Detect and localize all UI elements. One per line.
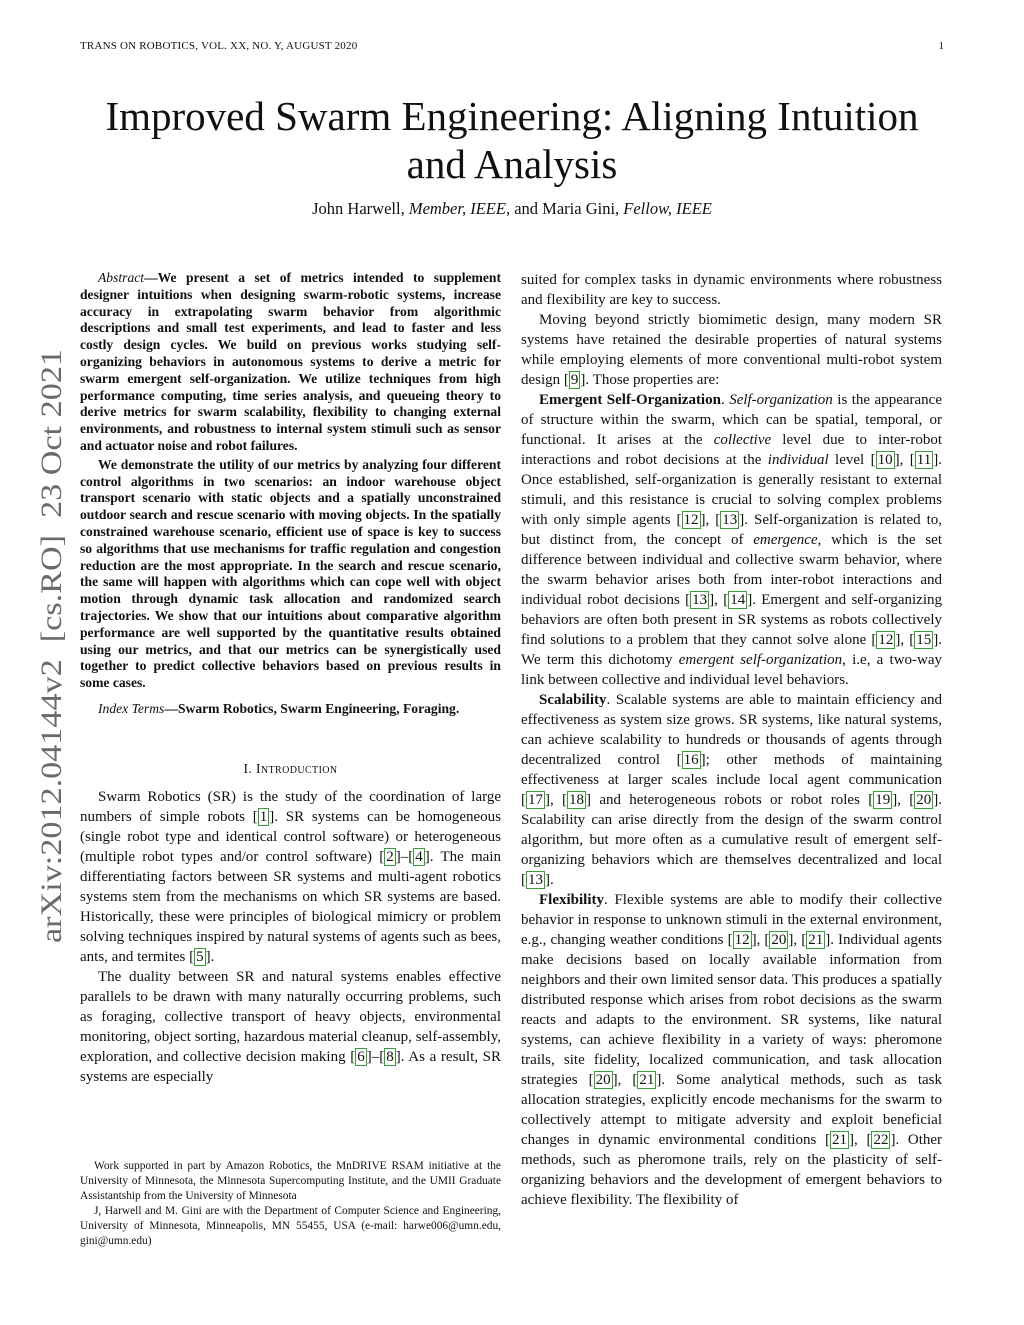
- page-number: 1: [938, 40, 944, 52]
- citation-link[interactable]: 19: [875, 792, 891, 808]
- citation-link[interactable]: 12: [734, 932, 750, 948]
- right-paragraph-continuation: suited for complex tasks in dynamic environments where robustness and flexibility are key to success.: [521, 272, 942, 308]
- run-in-heading: Emergent Self-Organization: [539, 392, 721, 408]
- footnotes: [80, 1159, 501, 1249]
- abstract: [80, 270, 501, 692]
- paper-title: [60, 92, 964, 188]
- intro-paragraph-2: The duality between SR and natural systems enables effective parallels to be drawn with many naturally occurring problems, such as foraging, collective transport of heavy objects, environmental monitoring, object sorting, hazardous material cleanup, self-assembly, exploration, and collective decision making [ 6 ]–[ 8 ]. As a result, SR systems are especially: [80, 968, 501, 1085]
- section-heading-introduction: I. Introduction: [243, 760, 338, 776]
- citation-link[interactable]: 13: [692, 592, 708, 608]
- right-column: [521, 270, 942, 1210]
- citation-link[interactable]: 9: [570, 372, 579, 388]
- citation-link[interactable]: 8: [386, 1048, 394, 1065]
- run-in-heading: Flexibility: [539, 892, 604, 908]
- citation-link[interactable]: 20: [916, 792, 932, 808]
- citation-link[interactable]: 12: [878, 632, 894, 648]
- paragraph-scalability: Scalability. Scalable systems are able to maintain efficiency and effectiveness as system size grows. SR systems, like natural systems, can achieve scalability to hundreds or thousands of agents through decentralized control [ 16 ]; other methods of maintaining effectiveness at larger scales include local agent communication [ 17 ], [ 18 ] and heterogeneous robots or robot roles [ 19 ], [ 20 ]. Scalability can arise directly from the design of the swarm control algorithm, but more often as a cumulative result of emergent self-organizing behaviors which are themselves decentralized and local [ 13 ].: [521, 692, 943, 888]
- running-head: TRANS ON ROBOTICS, VOL. XX, NO. Y, AUGUST 2020: [80, 40, 358, 52]
- footnote-funding: Work supported in part by Amazon Robotics, the MnDRIVE RSAM initiative at the University of Minnesota, the Minnesota Supercomputing Institute, and the UMII Graduate Assistantship from the University of Minnesota: [80, 1160, 501, 1202]
- citation-link[interactable]: 20: [595, 1072, 611, 1088]
- right-paragraph-properties: Moving beyond strictly biomimetic design, many modern SR systems have retained the desirable properties of natural systems while employing elements of more conventional multi-robot system design [ 9 ]. Those properties are:: [521, 312, 942, 388]
- citation-link[interactable]: 1: [259, 808, 268, 825]
- citation-link[interactable]: 13: [528, 872, 543, 888]
- citation-link[interactable]: 10: [877, 452, 893, 468]
- citation-link[interactable]: 2: [386, 848, 394, 865]
- author-1: John Harwell,: [312, 199, 405, 218]
- index-terms-label: Index Terms: [98, 700, 165, 716]
- abstract-label: Abstract: [98, 270, 145, 285]
- title-line-2: and Analysis: [406, 141, 618, 187]
- citation-link[interactable]: 22: [873, 1132, 889, 1148]
- author-2: and Maria Gini,: [514, 199, 620, 218]
- citation-link[interactable]: 14: [730, 592, 746, 608]
- citation-link[interactable]: 11: [916, 452, 932, 468]
- author-line: [60, 199, 964, 219]
- footnote-affiliation: J, Harwell and M. Gini are with the Department of Computer Science and Engineering, University of Minnesota, Minneapolis, MN 55455, USA (e-mail: harwe006@umn.edu, gini@umn.edu): [80, 1205, 501, 1247]
- paragraph-flexibility: Flexibility. Flexible systems are able to modify their collective behavior in response to unknown stimuli in the external environment, e.g., changing weather conditions [ 12 ], [ 20 ], [ 21 ]. Individual agents make decisions based on locally available information from neighbors and their own limited sensor data. This produces a spatially distributed response which arises from robot decisions as the swarm reacts and adapts to the environment. SR systems, like natural systems, can achieve flexibility in a variety of ways: pheromone trails, site fidelity, localized communication, and task allocation strategies [ 20 ], [ 21 ]. Some analytical methods, such as task allocation strategies, explicitly encode mechanisms for the swarm to collectively attempt to mitigate adversity and exploit beneficial changes in dynamic environmental conditions [ 21 ], [ 22 ]. Other methods, such as pheromone trails, rely on the plasticity of self-organizing behaviors and the development of emergent behaviors to achieve flexibility. The flexibility of: [521, 892, 943, 1208]
- introduction-body: [80, 787, 501, 1087]
- author-1-affiliation: Member, IEEE,: [408, 199, 511, 218]
- left-column: [80, 270, 501, 1087]
- citation-link[interactable]: 12: [683, 512, 699, 528]
- citation-link[interactable]: 6: [357, 1048, 365, 1065]
- citation-link[interactable]: 21: [639, 1072, 655, 1088]
- run-in-heading: Scalability: [539, 692, 607, 708]
- title-line-1: Improved Swarm Engineering: Aligning Intuition: [105, 93, 919, 139]
- arxiv-stamp-text: arXiv:2012.04144v2 [cs.RO] 23 Oct 2021: [35, 421, 68, 943]
- citation-link[interactable]: 13: [722, 512, 738, 528]
- intro-paragraph-1: Swarm Robotics (SR) is the study of the coordination of large numbers of simple robots [ 1 ]. SR systems can be homogeneous (single robot type and identical control software) or heterogeneous (multiple robot types and/or control software) [ 2 ]–[ 4 ]. The main differentiating factors between SR systems and multi-agent robotics systems stem from the mechanisms on which SR systems are based. Historically, these were principles of biological mimicry or problem solving techniques inspired by natural systems of agents such as bees, ants, and termites [ 5 ].: [80, 788, 501, 965]
- citation-link[interactable]: 17: [528, 792, 543, 808]
- arxiv-stamp-svg: [34, 0, 69, 1325]
- citation-link[interactable]: 18: [569, 792, 585, 808]
- citation-link[interactable]: 21: [832, 1132, 848, 1148]
- citation-link[interactable]: 5: [196, 948, 204, 965]
- arxiv-stamp: [34, 0, 69, 1325]
- author-2-affiliation: Fellow, IEEE: [623, 199, 712, 218]
- index-terms: Index Terms—Swarm Robotics, Swarm Engineering, Foraging.: [98, 700, 460, 716]
- paragraph-emergent-self-organization: Emergent Self-Organization. Self-organization is the appearance of structure within the swarm, which can be spatial, temporal, or functional. It arises at the collective level due to inter-robot interactions and robot decisions at the individual level [ 10 ], [ 11 ]. Once established, self-organization is generally resistant to external stimuli, and this resistance is crucial to solving complex problems with only simple agents [ 12 ], [ 13 ]. Self-organization is related to, but distinct from, the concept of emergence, which is the set difference between individual and collective swarm behavior, where the swarm behavior arises both from inter-robot interactions and individual robot decisions [ 13 ], [ 14 ]. Emergent and self-organizing behaviors are often both present in SR systems as robots collectively find solutions to a problem that they cannot solve alone [ 12 ], [ 15 ]. We term this dichotomy emergent self-organization, i.e, a two-way link between collective and individual level behaviors.: [521, 392, 943, 688]
- citation-link[interactable]: 20: [771, 932, 787, 948]
- citation-link[interactable]: 16: [683, 752, 699, 768]
- abstract-paragraph-1: Abstract—We present a set of metrics intended to supplement designer intuitions when designing swarm-robotic systems, increase accuracy in extrapolating swarm behavior from algorithmic descriptions and small test experiments, and lead to faster and less costly design cycles. We build on previous works studying self-organizing behaviors in autonomous systems to derive a metric for swarm emergent self-organization. We utilize techniques from high performance computing, time series analysis, and queueing theory to derive metrics for swarm scalability, flexibility to changing external environments, and robustness to internal system stimuli such as sensor and actuator noise and robot failures.: [80, 270, 501, 453]
- abstract-paragraph-2: We demonstrate the utility of our metrics by analyzing four different control algorithms in two scenarios: an indoor warehouse object transport scenario with static objects and a spatially unconstrained outdoor search and rescue scenario with moving objects. In the spatially constrained warehouse scenario, efficient use of space is key to success so algorithms that use mechanisms for traffic regulation and congestion reduction are the most appropriate. In the search and rescue scenario, the same will happen with algorithms which can cope well with object motion through dynamic task allocation and randomized search trajectories. We show that our intuitions about comparative algorithm performance are well supported by the quantitative results obtained using our metrics, and that our metrics can be synergistically used together to predict collective behaviors based on previous results in some cases.: [80, 456, 501, 691]
- citation-link[interactable]: 21: [808, 932, 824, 948]
- citation-link[interactable]: 4: [415, 848, 423, 865]
- citation-link[interactable]: 15: [916, 632, 932, 648]
